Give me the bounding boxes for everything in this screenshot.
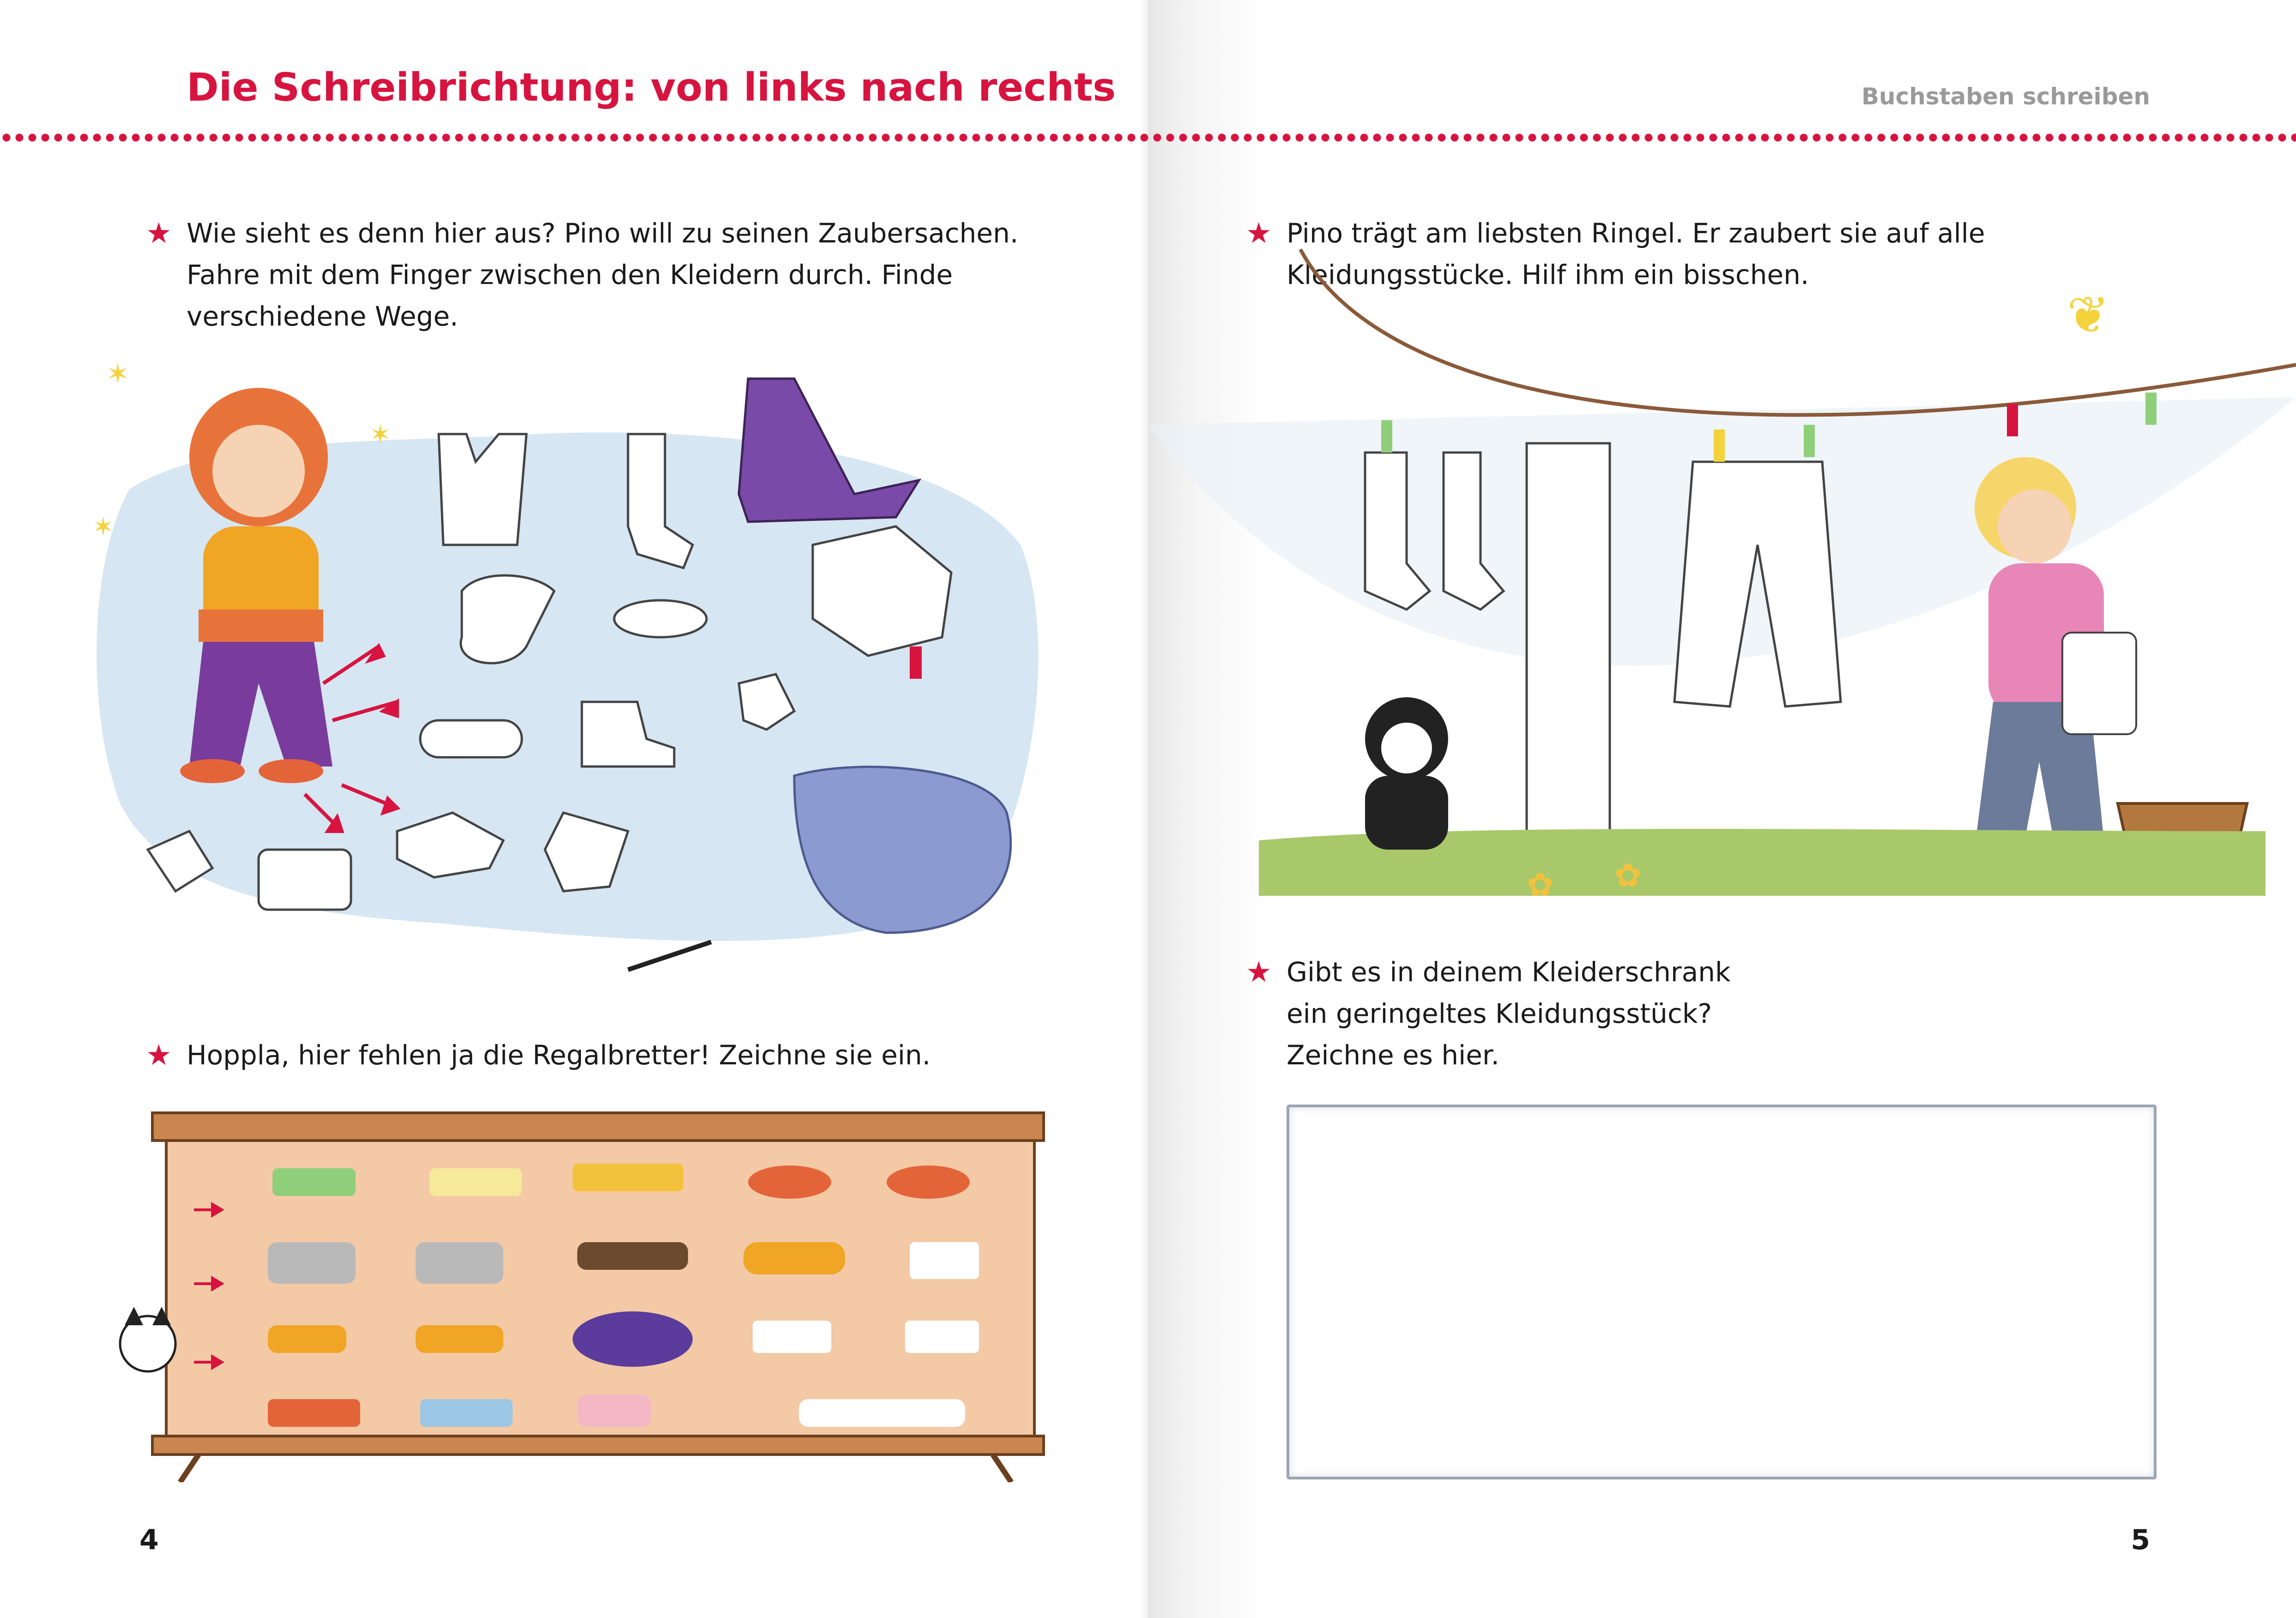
sparkle-icon: ✶: [369, 420, 391, 450]
drawing-area[interactable]: [1287, 1105, 2157, 1479]
star-icon: ★: [1246, 955, 1272, 989]
dotted-rule: [0, 132, 2296, 143]
sparkle-icon: ✶: [92, 512, 114, 542]
task-line: Kleidungsstücke. Hilf ihm ein bisschen.: [1287, 259, 1809, 290]
clothesline: [1300, 249, 2296, 415]
star-icon: ★: [1246, 216, 1272, 250]
underpants: [259, 850, 351, 910]
task-line: Wie sieht es denn hier aus? Pino will zu seinen Zaubersachen.: [187, 217, 1019, 249]
task-line: Gibt es in deinem Kleiderschrank: [1287, 956, 1731, 988]
page-title: Die Schreibrichtung: von links nach rechts: [187, 65, 1116, 110]
sparkle-icon: ✶: [106, 358, 130, 390]
laundry-line-illustration: [1148, 194, 2296, 924]
task-line: Pino trägt am liebsten Ringel. Er zaubert sie auf alle: [1287, 217, 1985, 249]
star-icon: ★: [146, 1038, 172, 1072]
belt: [420, 720, 522, 757]
flower-icon: ✿: [1527, 866, 1554, 904]
section-label: Buchstaben schreiben: [1861, 83, 2150, 110]
butterfly-icon: ❦: [2067, 285, 2110, 344]
task-line: Hoppla, hier fehlen ja die Regalbretter! Zeichne sie ein.: [187, 1039, 931, 1071]
star-icon: ★: [146, 216, 172, 250]
slipper: [614, 600, 707, 637]
task-draw-shelves: [146, 1034, 931, 1076]
bookmark: [910, 646, 922, 679]
flower-icon: ✿: [1614, 857, 1642, 894]
page-number: 4: [139, 1524, 159, 1556]
clothes-maze-illustration: [74, 351, 1062, 988]
shelf-illustration: [115, 1104, 1053, 1482]
task-line: verschiedene Wege.: [187, 301, 459, 332]
scarf: [1527, 443, 1610, 850]
task-find-paths: [146, 212, 1019, 337]
task-line: Zeichne es hier.: [1287, 1039, 1499, 1071]
task-line: Fahre mit dem Finger zwischen den Kleidern durch. Finde: [187, 259, 953, 290]
magic-wand: [628, 942, 711, 970]
task-line: ein geringeltes Kleidungsstück?: [1287, 998, 1712, 1029]
page-number: 5: [2131, 1524, 2150, 1556]
wizard-hat: [739, 379, 919, 522]
task-draw-striped: [1246, 951, 1731, 1076]
cat-figure: [1365, 697, 1448, 850]
